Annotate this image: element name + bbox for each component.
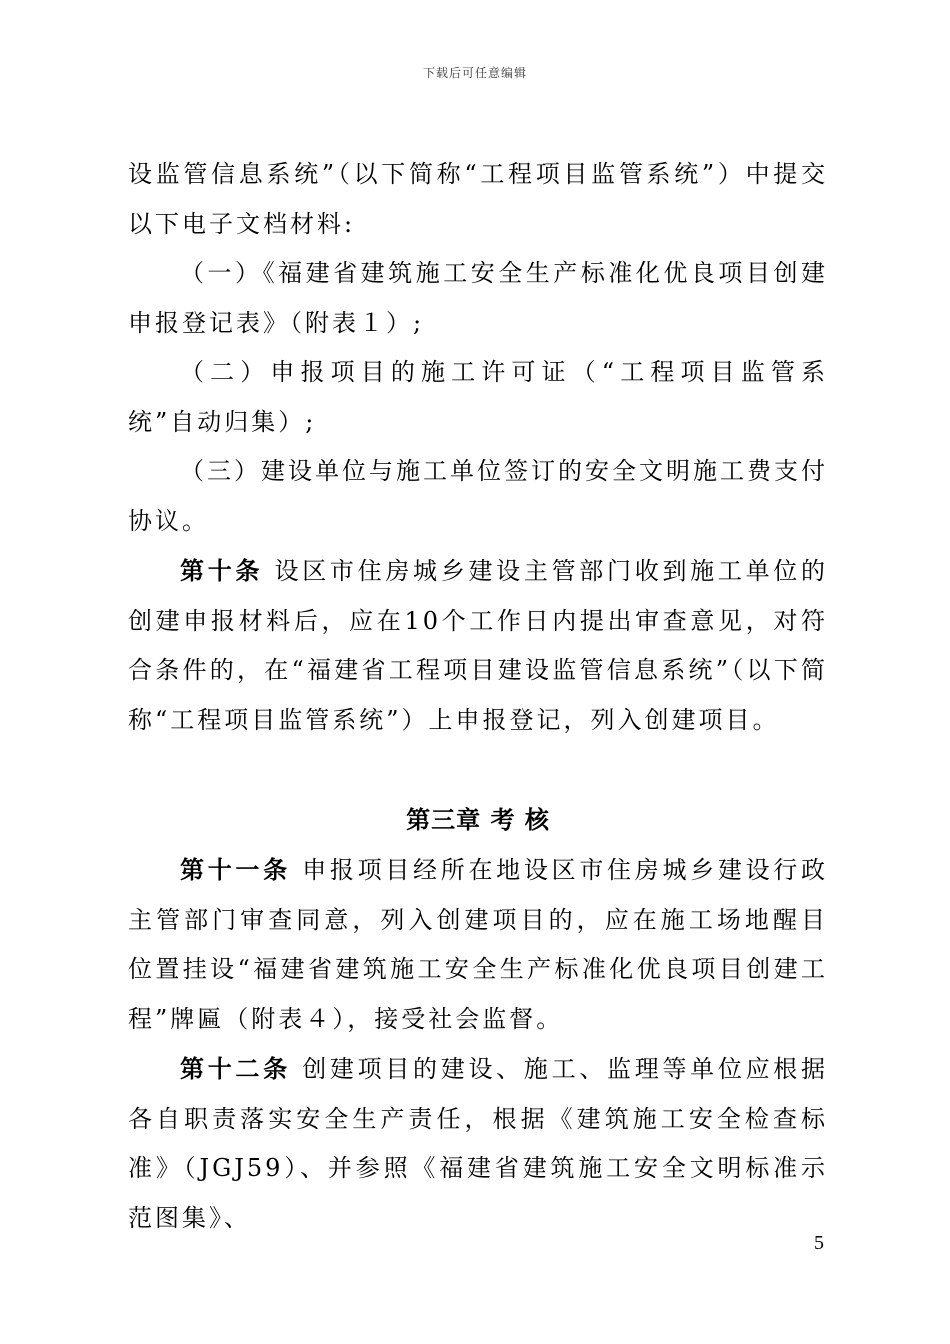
list-item-3: （三）建设单位与施工单位签订的安全文明施工费支付协议。 (128, 457, 828, 535)
paragraph-system-materials: 设监管信息系统”（以下简称“工程项目监管系统”）中提交以下电子文档材料: (128, 160, 828, 238)
article-12-text: 创建项目的建设、施工、监理等单位应根据各自职责落实安全生产责任，根据《建筑施工安全检查标准》（JGJ59）、并参照《福建省建筑施工安全文明标准示范图集》、 (128, 1055, 829, 1232)
article-10-label: 第十条 (180, 556, 264, 585)
list-item-1: （一）《福建省建筑施工安全生产标准化优良项目创建申报登记表》（附表１）; (128, 259, 828, 337)
article-11-text: 申报项目经所在地设区市住房城乡建设行政主管部门审查同意，列入创建项目的，应在施工场地醒目位置挂设“福建省建筑施工安全生产标准化优良项目创建工程”牌匾（附表４），接受社会监督。 (128, 856, 829, 1033)
article-10 (128, 546, 828, 745)
chapter-title: 第三章 考 核 (406, 805, 550, 834)
page-number: 5 (814, 1232, 824, 1254)
article-11-label: 第十一条 (180, 855, 291, 884)
article-11 (128, 845, 828, 1044)
article-12 (128, 1044, 828, 1243)
article-12-label: 第十二条 (180, 1054, 291, 1083)
page-header: 下载后可任意编辑 (422, 66, 527, 80)
document-body (128, 150, 828, 1243)
article-10-text: 设区市住房城乡建设主管部门收到施工单位的创建申报材料后，应在10个工作日内提出审查意见，对符合条件的，在“福建省工程项目建设监管信息系统”（以下简称“工程项目监管系统”）上申报登记，列入创建项目。 (128, 557, 828, 734)
list-item-2: （二）申报项目的施工许可证（“工程项目监管系统”自动归集）; (128, 358, 828, 436)
